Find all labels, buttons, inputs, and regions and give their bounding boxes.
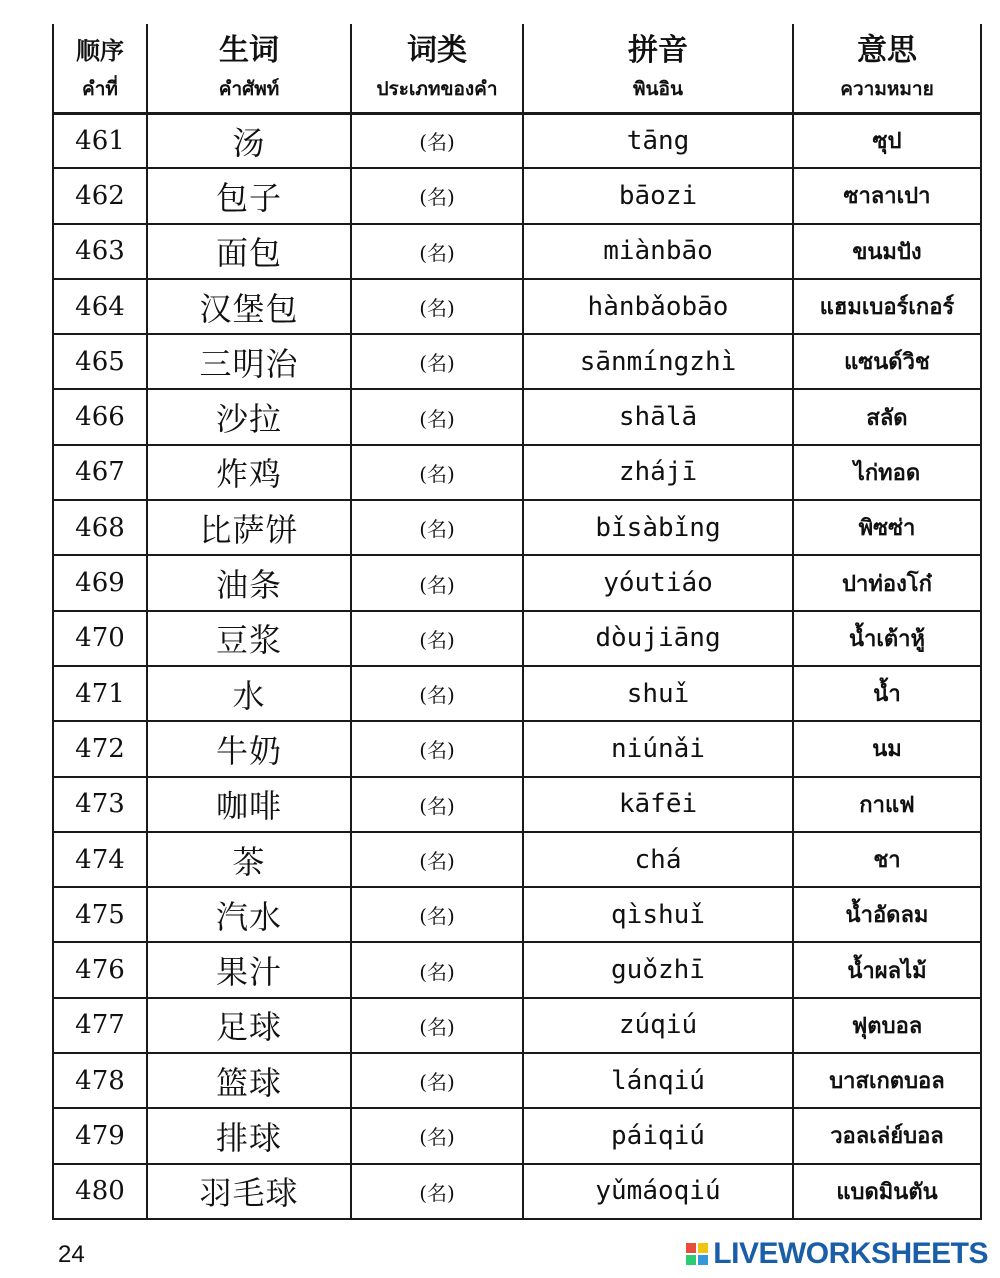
row-order-cell: 470 (53, 611, 147, 666)
row-word-class-cell: (名) (351, 1053, 523, 1108)
row-order-cell: 467 (53, 445, 147, 500)
row-word-class-cell: (名) (351, 224, 523, 279)
row-word-cell: 汉堡包 (147, 279, 351, 334)
row-order-cell: 466 (53, 389, 147, 444)
row-order-cell: 464 (53, 279, 147, 334)
row-order-cell: 480 (53, 1164, 147, 1219)
row-word-class-cell: (名) (351, 666, 523, 721)
row-pinyin-cell: bǐsàbǐng (523, 500, 793, 555)
table-row (53, 1053, 981, 1108)
row-word-cell: 羽毛球 (147, 1164, 351, 1219)
row-meaning-cell: น้ำเต้าหู้ (793, 611, 981, 666)
row-word-class-cell: (名) (351, 500, 523, 555)
row-pinyin-cell: tāng (523, 113, 793, 168)
row-word-cell: 豆浆 (147, 611, 351, 666)
row-pinyin-cell: sānmíngzhì (523, 334, 793, 389)
row-pinyin-cell: guǒzhī (523, 942, 793, 997)
row-meaning-cell: สลัด (793, 389, 981, 444)
logo-square-blue (697, 1254, 709, 1266)
header-order (53, 24, 147, 113)
row-order-cell: 462 (53, 168, 147, 223)
row-word-cell: 排球 (147, 1108, 351, 1163)
liveworksheets-wordmark: LIVEWORKSHEETS (713, 1237, 988, 1270)
table-row (53, 832, 981, 887)
row-order-cell: 474 (53, 832, 147, 887)
row-order-cell: 469 (53, 555, 147, 610)
table-row (53, 334, 981, 389)
vocabulary-rows (53, 113, 981, 1219)
table-row (53, 1164, 981, 1219)
row-word-cell: 果汁 (147, 942, 351, 997)
row-meaning-cell: ซาลาเปา (793, 168, 981, 223)
table-row (53, 168, 981, 223)
page-number: 24 (58, 1241, 85, 1268)
row-order-cell: 461 (53, 113, 147, 168)
row-word-cell: 沙拉 (147, 389, 351, 444)
table-row (53, 389, 981, 444)
row-word-cell: 咖啡 (147, 777, 351, 832)
header-word-class (351, 24, 523, 113)
row-order-cell: 479 (53, 1108, 147, 1163)
row-pinyin-cell: kāfēi (523, 777, 793, 832)
row-order-cell: 463 (53, 224, 147, 279)
header-word-th: คำศัพท์ (218, 77, 280, 100)
row-meaning-cell: น้ำ (793, 666, 981, 721)
row-order-cell: 465 (53, 334, 147, 389)
row-pinyin-cell: lánqiú (523, 1053, 793, 1108)
table-row (53, 445, 981, 500)
row-meaning-cell: ฟุตบอล (793, 998, 981, 1053)
row-meaning-cell: แซนด์วิช (793, 334, 981, 389)
row-meaning-cell: แบดมินตัน (793, 1164, 981, 1219)
row-meaning-cell: ขนมปัง (793, 224, 981, 279)
header-meaning-th: ความหมาย (840, 77, 934, 100)
header-pinyin (523, 24, 793, 113)
header-word-zh: 生词 (219, 32, 279, 68)
table-row (53, 666, 981, 721)
row-word-cell: 牛奶 (147, 721, 351, 776)
row-order-cell: 473 (53, 777, 147, 832)
row-meaning-cell: ชา (793, 832, 981, 887)
row-word-class-cell: (名) (351, 887, 523, 942)
row-word-class-cell: (名) (351, 942, 523, 997)
row-pinyin-cell: dòujiāng (523, 611, 793, 666)
table-row (53, 555, 981, 610)
logo-square-yellow (697, 1242, 709, 1254)
row-word-cell: 茶 (147, 832, 351, 887)
row-word-cell: 篮球 (147, 1053, 351, 1108)
row-meaning-cell: นม (793, 721, 981, 776)
liveworksheets-icon (685, 1242, 709, 1266)
table-row (53, 887, 981, 942)
row-word-class-cell: (名) (351, 721, 523, 776)
row-word-cell: 足球 (147, 998, 351, 1053)
row-meaning-cell: กาแฟ (793, 777, 981, 832)
row-pinyin-cell: zúqiú (523, 998, 793, 1053)
row-order-cell: 475 (53, 887, 147, 942)
row-pinyin-cell: hànbǎobāo (523, 279, 793, 334)
row-word-cell: 水 (147, 666, 351, 721)
row-meaning-cell: แฮมเบอร์เกอร์ (793, 279, 981, 334)
row-word-class-cell: (名) (351, 611, 523, 666)
row-word-class-cell: (名) (351, 777, 523, 832)
header-pinyin-zh: 拼音 (628, 32, 688, 68)
table-row (53, 942, 981, 997)
row-word-class-cell: (名) (351, 555, 523, 610)
row-word-class-cell: (名) (351, 279, 523, 334)
row-pinyin-cell: shuǐ (523, 666, 793, 721)
row-pinyin-cell: yǔmáoqiú (523, 1164, 793, 1219)
row-pinyin-cell: páiqiú (523, 1108, 793, 1163)
row-word-cell: 油条 (147, 555, 351, 610)
row-pinyin-cell: shālā (523, 389, 793, 444)
row-pinyin-cell: yóutiáo (523, 555, 793, 610)
row-order-cell: 476 (53, 942, 147, 997)
row-pinyin-cell: qìshuǐ (523, 887, 793, 942)
row-word-cell: 面包 (147, 224, 351, 279)
row-word-cell: 炸鸡 (147, 445, 351, 500)
row-word-cell: 汤 (147, 113, 351, 168)
table-row (53, 500, 981, 555)
row-order-cell: 472 (53, 721, 147, 776)
table-row (53, 611, 981, 666)
header-class-zh: 词类 (407, 32, 467, 68)
row-pinyin-cell: niúnǎi (523, 721, 793, 776)
vocabulary-table (52, 24, 982, 1220)
row-word-cell: 汽水 (147, 887, 351, 942)
row-order-cell: 477 (53, 998, 147, 1053)
header-order-th: คำที่ (82, 77, 118, 100)
table-row (53, 777, 981, 832)
row-order-cell: 478 (53, 1053, 147, 1108)
row-word-class-cell: (名) (351, 1164, 523, 1219)
row-word-class-cell: (名) (351, 389, 523, 444)
row-meaning-cell: ปาท่องโก๋ (793, 555, 981, 610)
logo-square-green (685, 1254, 697, 1266)
row-meaning-cell: ไก่ทอด (793, 445, 981, 500)
table-row (53, 998, 981, 1053)
row-order-cell: 471 (53, 666, 147, 721)
row-word-class-cell: (名) (351, 168, 523, 223)
table-row (53, 279, 981, 334)
row-word-class-cell: (名) (351, 334, 523, 389)
header-meaning-zh: 意思 (857, 32, 917, 68)
row-pinyin-cell: bāozi (523, 168, 793, 223)
table-row (53, 113, 981, 168)
liveworksheets-logo (685, 1234, 988, 1274)
row-meaning-cell: พิซซ่า (793, 500, 981, 555)
row-word-cell: 比萨饼 (147, 500, 351, 555)
header-order-zh: 顺序 (76, 35, 124, 65)
row-word-class-cell: (名) (351, 1108, 523, 1163)
row-pinyin-cell: chá (523, 832, 793, 887)
header-pinyin-th: พินอิน (633, 77, 683, 100)
table-row (53, 224, 981, 279)
row-word-class-cell: (名) (351, 113, 523, 168)
row-word-class-cell: (名) (351, 832, 523, 887)
table-row (53, 1108, 981, 1163)
row-order-cell: 468 (53, 500, 147, 555)
row-word-class-cell: (名) (351, 445, 523, 500)
row-pinyin-cell: zhájī (523, 445, 793, 500)
table-row (53, 721, 981, 776)
row-meaning-cell: บาสเกตบอล (793, 1053, 981, 1108)
header-meaning (793, 24, 981, 113)
row-meaning-cell: วอลเล่ย์บอล (793, 1108, 981, 1163)
header-word (147, 24, 351, 113)
header-class-th: ประเภทของคำ (376, 77, 498, 100)
table-header-row (53, 24, 981, 113)
row-pinyin-cell: miànbāo (523, 224, 793, 279)
row-word-cell: 三明治 (147, 334, 351, 389)
row-word-cell: 包子 (147, 168, 351, 223)
row-meaning-cell: ซุป (793, 113, 981, 168)
row-meaning-cell: น้ำผลไม้ (793, 942, 981, 997)
logo-square-red (685, 1242, 697, 1254)
row-meaning-cell: น้ำอัดลม (793, 887, 981, 942)
row-word-class-cell: (名) (351, 998, 523, 1053)
